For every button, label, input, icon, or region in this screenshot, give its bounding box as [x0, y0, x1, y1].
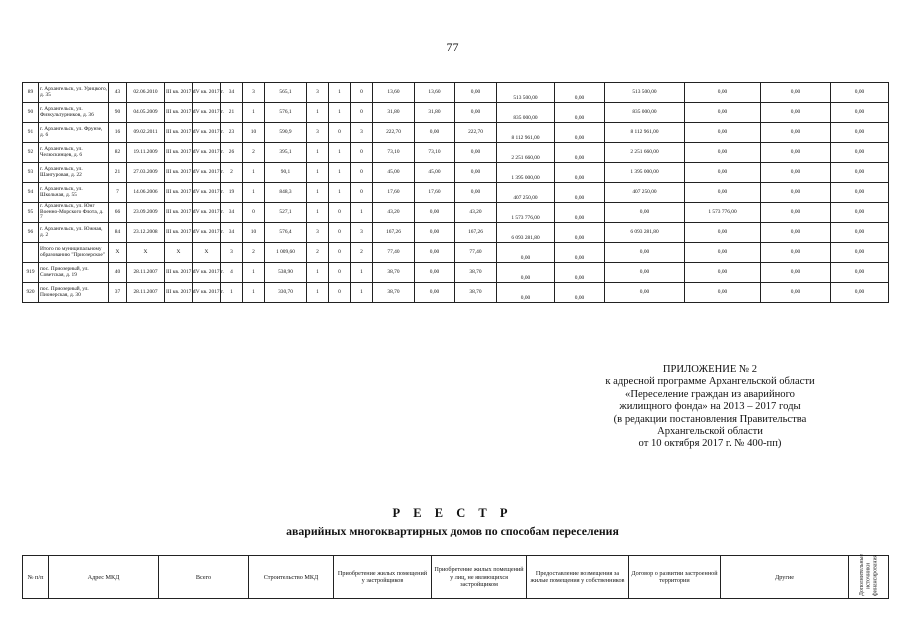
cell-c10: 1	[307, 143, 329, 163]
cell-q2: IV кв. 2017 г.	[193, 203, 221, 223]
cell-c19: 0,00	[685, 103, 761, 123]
cell-c9: 565,1	[265, 83, 307, 103]
cell-q1: X	[165, 243, 193, 263]
cell-addr: г. Архангельск, ул. Юнг Военно-Морского Флота, д. 7	[39, 203, 109, 223]
cell-c9: 395,1	[265, 143, 307, 163]
cell-c12: 0	[351, 163, 373, 183]
cell-addr: г. Архангельск, ул. Южная, д. 2	[39, 223, 109, 243]
cell-c17: 0,00	[555, 203, 605, 223]
cell-c12: 2	[351, 243, 373, 263]
cell-n: 95	[23, 203, 39, 223]
cell-c18: 0,00	[605, 283, 685, 303]
cell-addr: пос. Приозерный, ул. Пионерская, д. 30	[39, 283, 109, 303]
appendix-line: от 10 октября 2017 г. № 400-пп)	[638, 438, 782, 450]
cell-c21: 0,00	[831, 203, 889, 223]
cell-c19: 0,00	[685, 263, 761, 283]
cell-c20: 0,00	[761, 123, 831, 143]
cell-c19: 0,00	[685, 283, 761, 303]
cell-q2: IV кв. 2017 г.	[193, 103, 221, 123]
table-row	[23, 283, 889, 303]
table-row	[23, 263, 889, 283]
cell-c13: 17,60	[373, 183, 415, 203]
cell-c10: 1	[307, 203, 329, 223]
cell-c8: 2	[243, 243, 265, 263]
cell-c15: 0,00	[455, 83, 497, 103]
cell-n: 92	[23, 143, 39, 163]
cell-c20: 0,00	[761, 103, 831, 123]
cell-c13: 38,70	[373, 263, 415, 283]
cell-c7: 19	[221, 183, 243, 203]
cell-c3: 40	[109, 263, 127, 283]
cell-addr: г. Архангельск, ул. Школьная, д. 55	[39, 183, 109, 203]
cell-c11: 1	[329, 83, 351, 103]
cell-c20: 0,00	[761, 263, 831, 283]
cell-c12: 0	[351, 103, 373, 123]
cell-c11: 0	[329, 283, 351, 303]
cell-c15: 222,70	[455, 123, 497, 143]
cell-c7: 1	[221, 283, 243, 303]
cell-c13: 43,20	[373, 203, 415, 223]
cell-c21: 0,00	[831, 83, 889, 103]
cell-c11: 0	[329, 223, 351, 243]
cell-n: 89	[23, 83, 39, 103]
cell-c9: 90,1	[265, 163, 307, 183]
cell-c20: 0,00	[761, 203, 831, 223]
cell-q2: IV кв. 2017 г.	[193, 263, 221, 283]
cell-c9: 848,3	[265, 183, 307, 203]
cell-c11: 0	[329, 263, 351, 283]
cell-c16: 8 112 961,00	[497, 123, 555, 143]
cell-q2: X	[193, 243, 221, 263]
cell-c10: 2	[307, 243, 329, 263]
col-header-num: № п/п	[23, 556, 49, 599]
cell-c16: 0,00	[497, 263, 555, 283]
appendix-line: ПРИЛОЖЕНИЕ № 2	[662, 364, 758, 375]
cell-c3: 82	[109, 143, 127, 163]
cell-c16: 1 573 776,00	[497, 203, 555, 223]
table-row	[23, 183, 889, 203]
cell-date: 23.12.2008	[127, 223, 165, 243]
registry-subtitle: аварийных многоквартирных домов по способам переселения	[286, 524, 619, 538]
cell-q1: III кв. 2017 г.	[165, 183, 193, 203]
cell-date: 04.05.2009	[127, 103, 165, 123]
cell-c9: 576,4	[265, 223, 307, 243]
cell-n: 94	[23, 183, 39, 203]
cell-c21: 0,00	[831, 143, 889, 163]
cell-c10: 1	[307, 183, 329, 203]
cell-date: 27.03.2009	[127, 163, 165, 183]
cell-c21: 0,00	[831, 243, 889, 263]
cell-c10: 1	[307, 103, 329, 123]
cell-q1: III кв. 2017 г.	[165, 83, 193, 103]
cell-c19: 1 573 776,00	[685, 203, 761, 223]
cell-c3: X	[109, 243, 127, 263]
cell-c16: 0,00	[497, 283, 555, 303]
cell-c13: 38,70	[373, 283, 415, 303]
cell-n: 919	[23, 263, 39, 283]
cell-c14: 45,00	[415, 163, 455, 183]
table-row	[23, 83, 889, 103]
cell-c3: 90	[109, 103, 127, 123]
cell-c16: 835 000,00	[497, 103, 555, 123]
cell-q2: IV кв. 2017 г.	[193, 283, 221, 303]
cell-q1: III кв. 2017 г.	[165, 283, 193, 303]
cell-c18: 0,00	[605, 263, 685, 283]
cell-c17: 0,00	[555, 263, 605, 283]
cell-c13: 77,40	[373, 243, 415, 263]
table-row	[23, 223, 889, 243]
cell-c8: 2	[243, 143, 265, 163]
cell-c9: 527,1	[265, 203, 307, 223]
cell-q1: III кв. 2017 г.	[165, 123, 193, 143]
cell-addr: г. Архангельск, ул. Шангуровая, д. 22	[39, 163, 109, 183]
cell-c8: 1	[243, 103, 265, 123]
col-header-development: Договор о развитии застроенной территории	[629, 556, 721, 599]
cell-q1: III кв. 2017 г.	[165, 163, 193, 183]
table-row	[23, 243, 889, 263]
cell-c20: 0,00	[761, 143, 831, 163]
cell-c7: 3	[221, 243, 243, 263]
cell-c10: 1	[307, 163, 329, 183]
cell-c14: 0,00	[415, 223, 455, 243]
cell-c8: 1	[243, 183, 265, 203]
cell-c15: 43,20	[455, 203, 497, 223]
cell-q1: III кв. 2017 г.	[165, 223, 193, 243]
appendix-line: к адресной программе Архангельской области	[605, 376, 815, 388]
cell-c20: 0,00	[761, 183, 831, 203]
cell-c9: 576,1	[265, 103, 307, 123]
cell-c10: 1	[307, 283, 329, 303]
cell-c11: 1	[329, 163, 351, 183]
cell-c17: 0,00	[555, 223, 605, 243]
cell-c11: 0	[329, 123, 351, 143]
col-header-acq-non-developers: Приобретение жилых помещений у лиц, не являющихся застройщиком	[432, 556, 527, 599]
cell-date: X	[127, 243, 165, 263]
cell-c12: 3	[351, 223, 373, 243]
cell-c7: 34	[221, 83, 243, 103]
cell-addr: пос. Приозерный, ул. Советская, д. 19	[39, 263, 109, 283]
cell-n: 96	[23, 223, 39, 243]
cell-c21: 0,00	[831, 103, 889, 123]
cell-c3: 84	[109, 223, 127, 243]
registry-title: Р Е Е С Т Р	[392, 506, 513, 520]
cell-c19: 0,00	[685, 243, 761, 263]
cell-c14: 31,80	[415, 103, 455, 123]
appendix-line: (в редакции постановления Правительства	[613, 413, 807, 425]
cell-c9: 590,9	[265, 123, 307, 143]
cell-c21: 0,00	[831, 283, 889, 303]
cell-c3: 66	[109, 203, 127, 223]
appendix-line: жилищного фонда» на 2013 – 2017 годы	[619, 401, 801, 413]
cell-c19: 0,00	[685, 163, 761, 183]
cell-c20: 0,00	[761, 163, 831, 183]
cell-c14: 0,00	[415, 123, 455, 143]
cell-c20: 0,00	[761, 223, 831, 243]
cell-c18: 8 112 961,00	[605, 123, 685, 143]
cell-c7: 4	[221, 263, 243, 283]
cell-c8: 3	[243, 83, 265, 103]
cell-c10: 3	[307, 223, 329, 243]
cell-c12: 1	[351, 283, 373, 303]
cell-c15: 0,00	[455, 183, 497, 203]
cell-c3: 7	[109, 183, 127, 203]
cell-q1: III кв. 2017 г.	[165, 143, 193, 163]
cell-q2: IV кв. 2017 г.	[193, 143, 221, 163]
cell-c13: 167,26	[373, 223, 415, 243]
cell-date: 09.02.2011	[127, 123, 165, 143]
cell-c11: 1	[329, 143, 351, 163]
cell-c9: 538,90	[265, 263, 307, 283]
cell-c13: 31,80	[373, 103, 415, 123]
cell-c3: 16	[109, 123, 127, 143]
cell-c13: 13,60	[373, 83, 415, 103]
cell-q2: IV кв. 2017 г.	[193, 123, 221, 143]
cell-addr: г. Архангельск, ул. Физкультурников, д. 36	[39, 103, 109, 123]
cell-c7: 2	[221, 163, 243, 183]
cell-addr: г. Архангельск, ул. Урицкого, д. 35	[39, 83, 109, 103]
cell-c18: 0,00	[605, 243, 685, 263]
cell-c18: 407 250,00	[605, 183, 685, 203]
cell-addr: г. Архангельск, ул. Челюскинцев, д. 6	[39, 143, 109, 163]
cell-c17: 0,00	[555, 283, 605, 303]
cell-c14: 0,00	[415, 243, 455, 263]
cell-n: 93	[23, 163, 39, 183]
cell-c15: 0,00	[455, 163, 497, 183]
appendix-line: «Переселение граждан из аварийного	[625, 388, 795, 400]
cell-n: 90	[23, 103, 39, 123]
appendix-note	[560, 364, 860, 451]
cell-c14: 0,00	[415, 203, 455, 223]
col-header-total: Всего	[159, 556, 249, 599]
cell-c8: 1	[243, 283, 265, 303]
cell-c15: 0,00	[455, 103, 497, 123]
cell-c21: 0,00	[831, 223, 889, 243]
cell-c17: 0,00	[555, 163, 605, 183]
cell-c15: 38,70	[455, 283, 497, 303]
cell-c7: 34	[221, 203, 243, 223]
cell-c7: 21	[221, 103, 243, 123]
cell-c16: 1 395 000,00	[497, 163, 555, 183]
col-header-construction: Строительство МКД	[249, 556, 334, 599]
cell-c7: 23	[221, 123, 243, 143]
cell-q1: III кв. 2017 г.	[165, 263, 193, 283]
cell-date: 23.09.2009	[127, 203, 165, 223]
cell-c11: 0	[329, 243, 351, 263]
cell-n	[23, 243, 39, 263]
cell-c9: 1 009,60	[265, 243, 307, 263]
cell-c3: 21	[109, 163, 127, 183]
header-row	[23, 556, 889, 599]
cell-date: 28.11.2007	[127, 263, 165, 283]
cell-c7: 26	[221, 143, 243, 163]
cell-c14: 17,60	[415, 183, 455, 203]
cell-c18: 2 251 660,00	[605, 143, 685, 163]
cell-c18: 1 395 000,00	[605, 163, 685, 183]
cell-q2: IV кв. 2017 г.	[193, 223, 221, 243]
cell-c11: 1	[329, 103, 351, 123]
cell-q2: IV кв. 2017 г.	[193, 163, 221, 183]
cell-c19: 0,00	[685, 223, 761, 243]
cell-c18: 6 093 281,80	[605, 223, 685, 243]
cell-c15: 77,40	[455, 243, 497, 263]
cell-addr: г. Архангельск, ул. Фрунзе, д. 6	[39, 123, 109, 143]
cell-c19: 0,00	[685, 83, 761, 103]
cell-c21: 0,00	[831, 263, 889, 283]
cell-c17: 0,00	[555, 103, 605, 123]
cell-c12: 0	[351, 143, 373, 163]
table-row	[23, 123, 889, 143]
col-header-extra-sources	[849, 553, 889, 599]
cell-c20: 0,00	[761, 283, 831, 303]
cell-c21: 0,00	[831, 183, 889, 203]
cell-c7: 34	[221, 223, 243, 243]
cell-c19: 0,00	[685, 143, 761, 163]
cell-c15: 167,26	[455, 223, 497, 243]
col-header-extra-sources-label: Дополнительные источники финансирования	[858, 553, 878, 596]
cell-c15: 0,00	[455, 143, 497, 163]
cell-c21: 0,00	[831, 163, 889, 183]
cell-q1: III кв. 2017 г.	[165, 103, 193, 123]
cell-c20: 0,00	[761, 243, 831, 263]
cell-c15: 38,70	[455, 263, 497, 283]
cell-c14: 73,10	[415, 143, 455, 163]
cell-c20: 0,00	[761, 83, 831, 103]
registry-table-body	[23, 83, 889, 303]
cell-date: 14.06.2006	[127, 183, 165, 203]
cell-date: 02.06.2010	[127, 83, 165, 103]
cell-c12: 3	[351, 123, 373, 143]
cell-c9: 330,70	[265, 283, 307, 303]
table-row	[23, 143, 889, 163]
cell-c13: 73,10	[373, 143, 415, 163]
page-number: 77	[446, 40, 459, 54]
cell-c17: 0,00	[555, 183, 605, 203]
cell-q2: IV кв. 2017 г.	[193, 183, 221, 203]
cell-date: 19.11.2009	[127, 143, 165, 163]
cell-c16: 513 500,00	[497, 83, 555, 103]
table-row	[23, 103, 889, 123]
cell-c11: 1	[329, 183, 351, 203]
cell-c14: 13,60	[415, 83, 455, 103]
table-row	[23, 203, 889, 223]
registry-table	[22, 82, 889, 303]
col-header-compensation: Предоставление возмещения за жилые помещения у собственников	[527, 556, 629, 599]
cell-c18: 513 500,00	[605, 83, 685, 103]
cell-c18: 0,00	[605, 203, 685, 223]
cell-q1: III кв. 2017 г.	[165, 203, 193, 223]
cell-c3: 37	[109, 283, 127, 303]
cell-c14: 0,00	[415, 283, 455, 303]
cell-c17: 0,00	[555, 123, 605, 143]
col-header-other: Другие	[721, 556, 849, 599]
cell-c8: 10	[243, 123, 265, 143]
cell-date: 28.11.2007	[127, 283, 165, 303]
cell-c16: 6 093 281,80	[497, 223, 555, 243]
cell-c12: 1	[351, 203, 373, 223]
cell-c16: 0,00	[497, 243, 555, 263]
cell-q2: IV кв. 2017 г.	[193, 83, 221, 103]
cell-c14: 0,00	[415, 263, 455, 283]
cell-c19: 0,00	[685, 183, 761, 203]
cell-c16: 2 251 660,00	[497, 143, 555, 163]
cell-c18: 835 000,00	[605, 103, 685, 123]
cell-c8: 10	[243, 223, 265, 243]
appendix-line: Архангельской области	[657, 426, 763, 438]
cell-c21: 0,00	[831, 123, 889, 143]
cell-c8: 0	[243, 203, 265, 223]
col-header-acq-developers: Приобретение жилых помещений у застройщиков	[334, 556, 432, 599]
cell-c10: 3	[307, 83, 329, 103]
cell-n: 91	[23, 123, 39, 143]
cell-c13: 222,70	[373, 123, 415, 143]
cell-c12: 0	[351, 183, 373, 203]
registry-header-table	[22, 555, 889, 599]
cell-n: 920	[23, 283, 39, 303]
cell-c12: 0	[351, 83, 373, 103]
cell-c17: 0,00	[555, 83, 605, 103]
col-header-address: Адрес МКД	[49, 556, 159, 599]
cell-c3: 43	[109, 83, 127, 103]
cell-addr: Итого по муниципальному образованию "Приозерское"	[39, 243, 109, 263]
cell-c17: 0,00	[555, 143, 605, 163]
table-row	[23, 163, 889, 183]
cell-c8: 1	[243, 163, 265, 183]
cell-c10: 3	[307, 123, 329, 143]
cell-c11: 0	[329, 203, 351, 223]
cell-c13: 45,00	[373, 163, 415, 183]
cell-c8: 1	[243, 263, 265, 283]
cell-c19: 0,00	[685, 123, 761, 143]
cell-c16: 407 250,00	[497, 183, 555, 203]
cell-c12: 1	[351, 263, 373, 283]
cell-c10: 1	[307, 263, 329, 283]
cell-c17: 0,00	[555, 243, 605, 263]
